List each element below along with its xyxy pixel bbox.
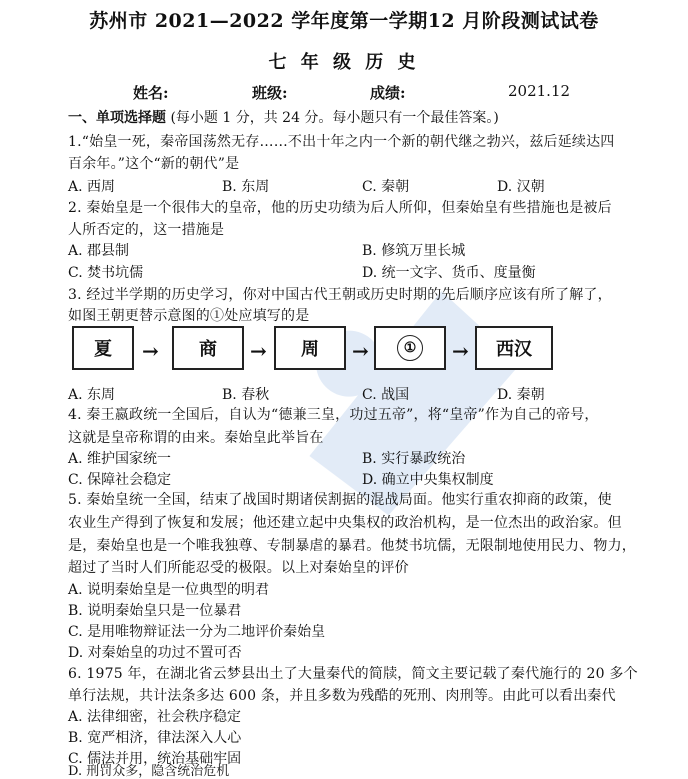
q3-line-1: 3. 经过半学期的历史学习，你对中国古代王朝或历史时期的先后顺序应该有所了解了， [68,287,612,303]
flow-box-zhou: 周 [274,326,346,370]
q5-line-2: 农业生产得到了恢复和发展；他还建立起中央集权的政治机构，是一位杰出的政治家。但 [68,515,622,531]
q4-line-1: 4. 秦王嬴政统一全国后，自认为“德兼三皇，功过五帝”，将“皇帝”作为自己的帝号， [68,407,599,423]
exam-date: 2021.12 [508,82,571,100]
q1-line-1: 1.“始皇一死，秦帝国荡然无存……不出十年之内一个新的朝代继之勃兴，兹后延续达四 [68,134,615,150]
flow-box-shang: 商 [172,326,244,370]
q5-option-c: C. 是用唯物辩证法一分为二地评价秦始皇 [68,624,326,640]
flow-arrow-3: → [352,339,369,363]
q2-line-2: 人所否定的，这一措施是 [68,222,225,238]
q4-option-c: C. 保障社会稳定 [68,472,172,488]
q6-option-c: C. 儒法并用，统治基础牢固 [68,751,242,767]
flow-box-xia: 夏 [72,326,134,370]
q5-line-3: 是，秦始皇也是一个唯我独尊、专制暴虐的暴君。他焚书坑儒，无限制地使用民力、物力， [68,538,636,554]
q6-option-b: B. 宽严相济，律法深入人心 [68,730,242,746]
q5-line-4: 超过了当时人们所能忍受的极限。以上对秦始皇的评价 [68,560,409,576]
flow-blank-marker: ① [397,335,423,361]
section-note: (每小题 1 分，共 24 分。每小题只有一个最佳答案。) [170,110,499,126]
q3-option-b: B. 春秋 [222,387,270,403]
flow-box-western-han: 西汉 [475,326,553,370]
q5-option-d: D. 对秦始皇的功过不置可否 [68,645,242,661]
q1-option-c: C. 秦朝 [362,179,410,195]
q4-option-a: A. 维护国家统一 [68,451,172,467]
q5-line-1: 5. 秦始皇统一全国，结束了战国时期诸侯割据的混战局面。他实行重农抑商的政策，使 [68,492,612,508]
q3-option-a: A. 东周 [68,387,116,403]
flow-arrow-2: → [250,339,267,363]
section-title: 一、单项选择题 [68,110,166,126]
flow-arrow-4: → [452,339,469,363]
q3-line-2: 如图王朝更替示意图的①处应填写的是 [68,308,310,324]
q1-line-2: 百余年。”这个“新的朝代”是 [68,156,240,172]
section-heading [68,107,499,127]
class-label: 班级: [252,84,288,102]
q2-option-d: D. 统一文字、货币、度量衡 [362,265,536,281]
q6-line-1: 6. 1975 年，在湖北省云梦县出土了大量秦代的简牍，简文主要记载了秦代施行的 20 多个 [68,666,638,682]
score-label: 成绩: [370,84,406,102]
name-label: 姓名: [133,84,169,102]
q3-option-d: D. 秦朝 [497,387,545,403]
q2-option-a: A. 郡县制 [68,243,130,259]
q6-option-d: D. 刑罚众多，隐含统治危机 [68,764,230,779]
flow-box-blank [374,326,446,370]
q3-option-c: C. 战国 [362,387,410,403]
q1-option-a: A. 西周 [68,179,116,195]
q6-option-a: A. 法律细密，社会秩序稳定 [68,709,242,725]
exam-title: 苏州市 2021—2022 学年度第一学期12 月阶段测试试卷 [89,10,599,32]
q4-line-2: 这就是皇帝称谓的由来。秦始皇此举旨在 [68,430,324,446]
subject-title: 七 年 级 历 史 [268,52,420,73]
q2-line-1: 2. 秦始皇是一个很伟大的皇帝，他的历史功绩为后人所仰，但秦始皇有些措施也是被后 [68,200,612,216]
q5-option-a: A. 说明秦始皇是一位典型的明君 [68,582,270,598]
q6-line-2: 单行法规，共计法条多达 600 条，并且多数为残酷的死刑、肉刑等。由此可以看出秦代 [68,688,616,704]
q5-option-b: B. 说明秦始皇只是一位暴君 [68,603,242,619]
q2-option-b: B. 修筑万里长城 [362,243,466,259]
q4-option-d: D. 确立中央集权制度 [362,472,494,488]
flow-arrow-1: → [142,339,159,363]
q2-option-c: C. 焚书坑儒 [68,265,144,281]
q1-option-d: D. 汉朝 [497,179,545,195]
q1-option-b: B. 东周 [222,179,270,195]
dynasty-flow-diagram [72,326,632,376]
q4-option-b: B. 实行暴政统治 [362,451,466,467]
